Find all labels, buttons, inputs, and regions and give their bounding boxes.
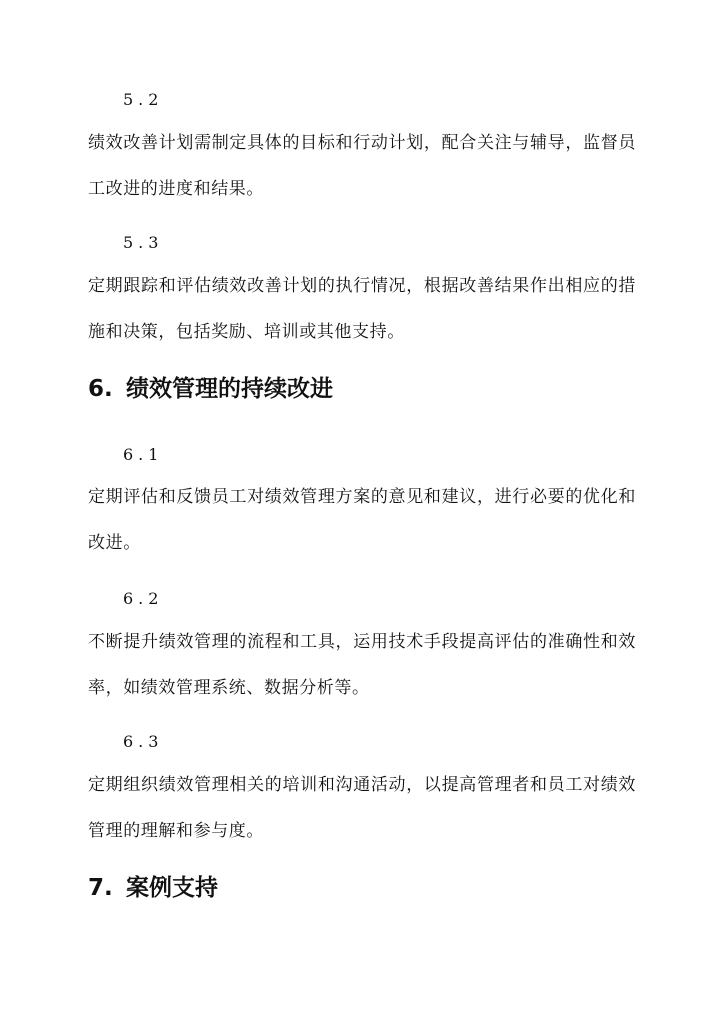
section-heading-title: 案例支持 [126, 875, 218, 901]
section-heading-7 [88, 873, 218, 903]
section-heading-title: 绩效管理的持续改进 [126, 376, 333, 402]
clause-number-6-2: 6.2 [123, 589, 164, 608]
clause-number-5-2: 5.2 [123, 90, 164, 109]
clause-text-5-3: 定期跟踪和评估绩效改善计划的执行情况，根据改善结果作出相应的措施和决策，包括奖励、培训或其他支持。 [88, 276, 636, 342]
clause-text-5-2: 绩效改善计划需制定具体的目标和行动计划，配合关注与辅导，监督员工改进的进度和结果。 [88, 133, 636, 199]
clause-text-6-1: 定期评估和反馈员工对绩效管理方案的意见和建议，进行必要的优化和改进。 [88, 487, 636, 553]
clause-number-6-1: 6.1 [123, 445, 164, 464]
clause-number-5-3: 5.3 [123, 233, 164, 252]
clause-text-6-3: 定期组织绩效管理相关的培训和沟通活动，以提高管理者和员工对绩效管理的理解和参与度。 [88, 775, 636, 841]
clause-number-6-3: 6.3 [123, 732, 164, 751]
clause-text-6-2: 不断提升绩效管理的流程和工具，运用技术手段提高评估的准确性和效率，如绩效管理系统、数据分析等。 [88, 632, 636, 698]
section-heading-6 [88, 374, 333, 404]
section-heading-number: 7. [88, 875, 113, 901]
section-heading-number: 6. [88, 376, 113, 402]
